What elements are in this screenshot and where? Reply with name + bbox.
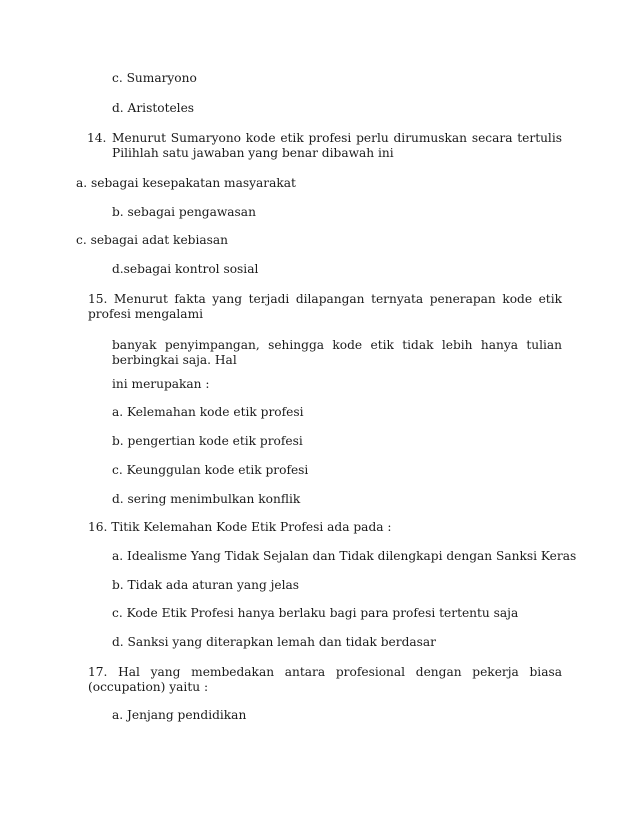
question-14-number: 14. — [87, 131, 107, 145]
question-16-option-c: c. Kode Etik Profesi hanya berlaku bagi para profesi tertentu saja — [112, 606, 519, 620]
question-16-option-d: d. Sanksi yang diterapkan lemah dan tidak berdasar — [112, 635, 437, 649]
question-15-continuation: banyak penyimpangan, sehingga kode etik tidak lebih hanya tulian berbingkai saja. Hal — [112, 338, 562, 367]
question-15-continuation-2: ini merupakan : — [112, 377, 210, 391]
question-14-option-c: c. sebagai adat kebiasan — [76, 233, 228, 247]
question-16-text: 16. Titik Kelemahan Kode Etik Profesi ada pada : — [88, 520, 392, 534]
question-16-option-b: b. Tidak ada aturan yang jelas — [112, 578, 300, 592]
question-15-option-d: d. sering menimbulkan konflik — [112, 492, 301, 506]
option-c-sumaryono: c. Sumaryono — [112, 71, 197, 85]
question-15-text: 15. Menurut fakta yang terjadi dilapangan ternyata penerapan kode etik profesi mengalami — [88, 292, 562, 321]
question-14-option-b: b. sebagai pengawasan — [112, 205, 256, 219]
question-17-text: 17. Hal yang membedakan antara profesional dengan pekerja biasa (occupation) yaitu : — [88, 665, 562, 694]
question-17-option-a: a. Jenjang pendidikan — [112, 708, 247, 722]
question-15-option-b: b. pengertian kode etik profesi — [112, 434, 303, 448]
question-14-option-d: d.sebagai kontrol sosial — [112, 262, 259, 276]
question-15-option-c: c. Keunggulan kode etik profesi — [112, 463, 309, 477]
question-15-option-a: a. Kelemahan kode etik profesi — [112, 405, 304, 419]
option-d-aristoteles: d. Aristoteles — [112, 101, 195, 115]
question-16-option-a: a. Idealisme Yang Tidak Sejalan dan Tidak dilengkapi dengan Sanksi Keras — [112, 549, 577, 563]
question-14-text: Menurut Sumaryono kode etik profesi perlu dirumuskan secara tertulis Pilihlah satu jawaban yang benar dibawah ini — [112, 131, 562, 160]
question-14-option-a: a. sebagai kesepakatan masyarakat — [76, 176, 296, 190]
